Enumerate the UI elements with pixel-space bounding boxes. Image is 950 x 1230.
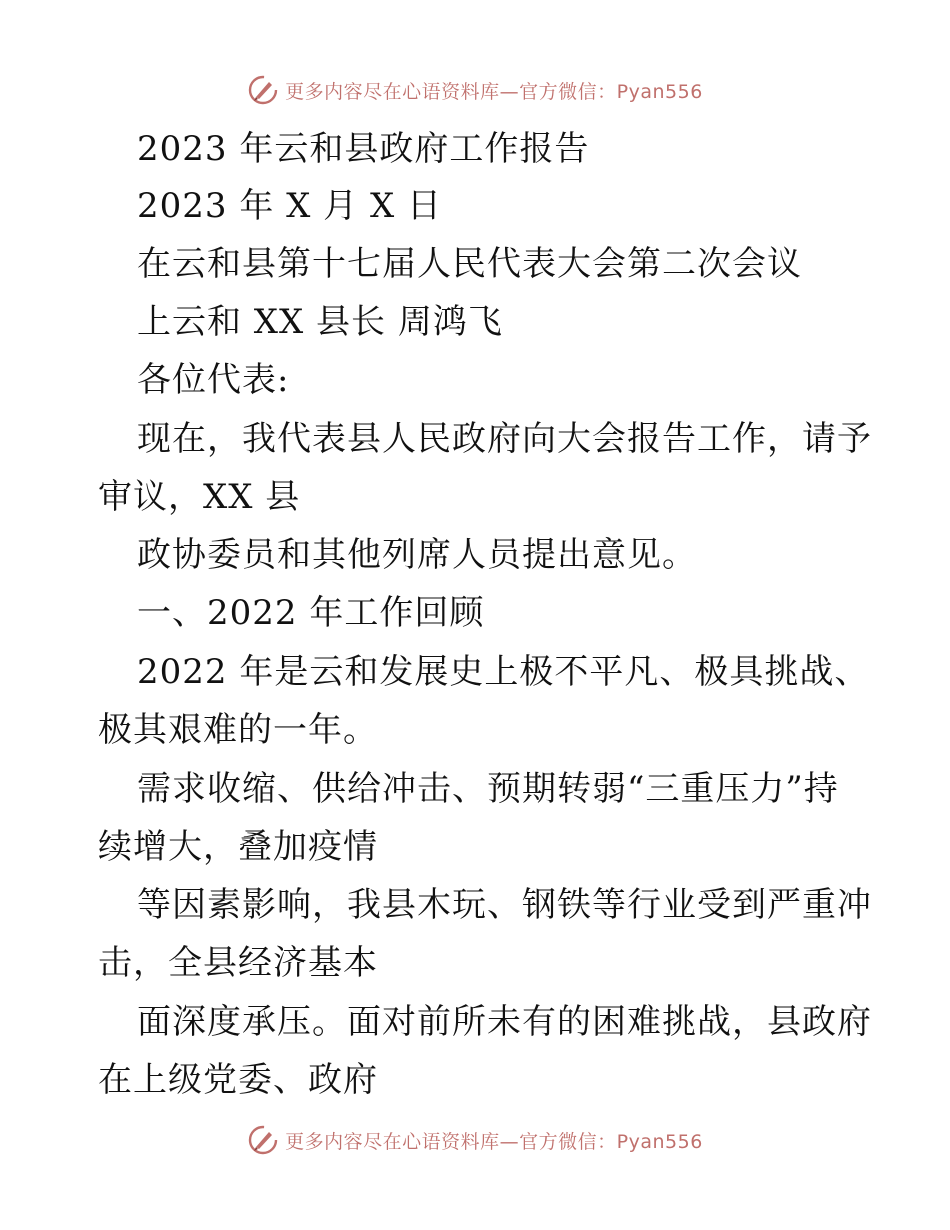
watermark-text: 更多内容尽在心语资料库—官方微信：Pyan556 [285,1130,703,1153]
header-watermark-banner [0,70,950,110]
text-line: 上云和 XX 县长 周鸿飞 [137,302,503,342]
text-line: 击，全县经济基本 [98,943,378,983]
text-line: 面深度承压。面对前所未有的困难挑战，县政府 [137,1002,872,1042]
watermark-text: 更多内容尽在心语资料库—官方微信：Pyan556 [285,80,703,103]
text-line: 续增大，叠加疫情 [98,827,378,867]
text-line: 政协委员和其他列席人员提出意见。 [137,535,697,575]
text-line: 极其艰难的一年。 [98,710,378,750]
text-line: 审议，XX 县 [98,477,301,517]
text-line: 需求收缩、供给冲击、预期转弱“三重压力”持 [137,769,839,809]
text-line: 在上级党委、政府 [98,1060,378,1100]
document-date: 2023 年 X 月 X 日 [137,186,442,226]
text-line: 现在，我代表县人民政府向大会报告工作，请予 [137,419,872,459]
text-line: 2022 年是云和发展史上极不平凡、极具挑战、 [137,652,870,692]
text-line: 在云和县第十七届人民代表大会第二次会议 [137,244,802,284]
section-heading: 一、2022 年工作回顾 [137,593,485,633]
salutation: 各位代表: [137,360,290,400]
footer-watermark-banner [0,1120,950,1160]
feather-pen-logo-icon [247,74,279,106]
document-title: 2023 年云和县政府工作报告 [137,129,590,169]
feather-pen-logo-icon [247,1124,279,1156]
text-line: 等因素影响，我县木玩、钢铁等行业受到严重冲 [137,885,872,925]
